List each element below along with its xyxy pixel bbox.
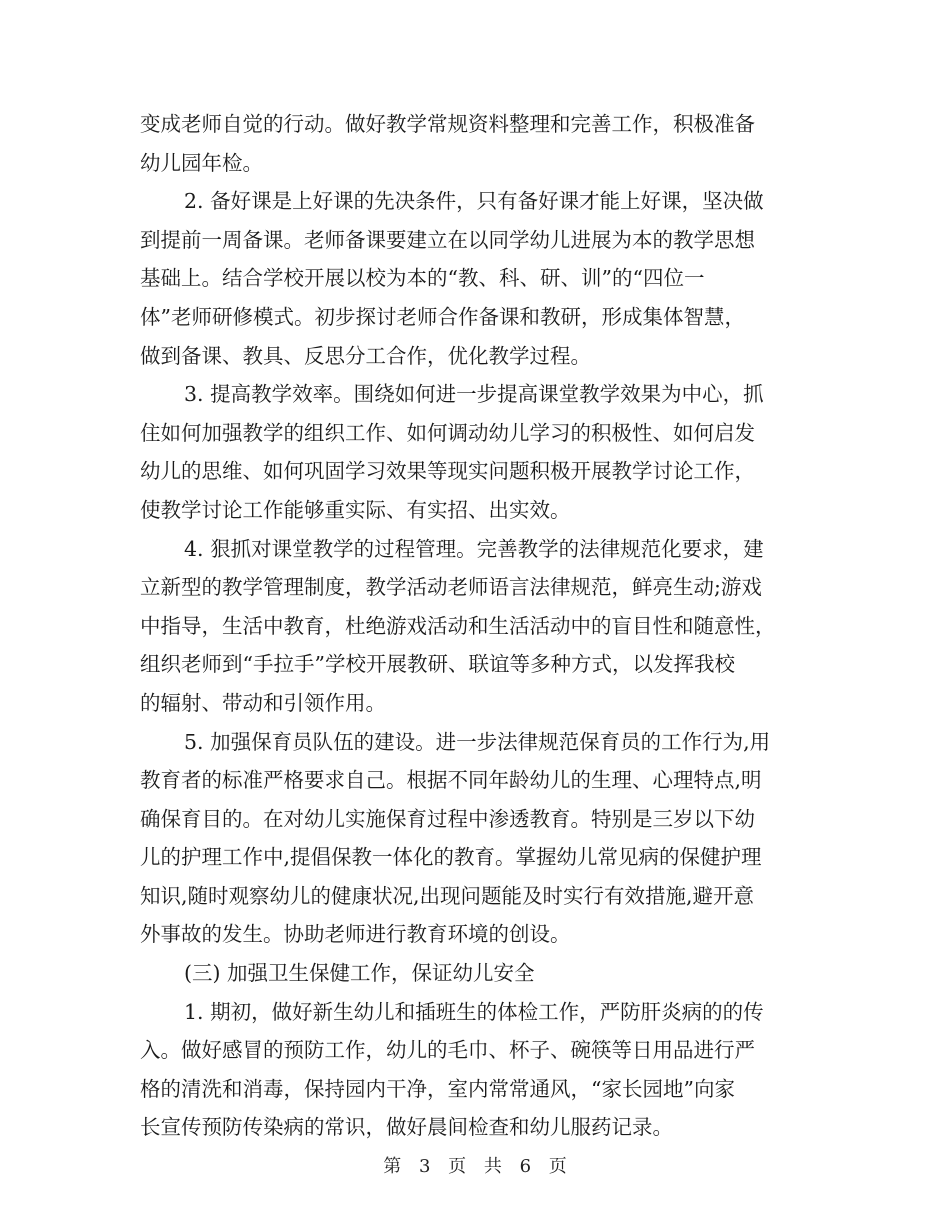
text-line: (三) 加强卫生保健工作，保证幼儿安全 [184,961,535,986]
text-line: 幼儿园年检。 [140,150,263,175]
text-line: 基础上。结合学校开展以校为本的“教、科、研、训”的“四位一 [140,266,705,291]
page-footer [0,1152,950,1178]
text-line: 知识,随时观察幼儿的健康状况,出现问题能及时实行有效措施,避开意 [140,883,755,908]
footer-prefix: 第 [383,1156,402,1177]
text-line: 的辐射、带动和引领作用。 [140,690,386,715]
text-line: 儿的护理工作中,提倡保教一体化的教育。掌握幼儿常见病的保健护理 [140,845,762,870]
text-line: 1. 期初，做好新生幼儿和插班生的体检工作，严防肝炎病的的传 [184,999,764,1024]
total-pages-number: 6 [519,1156,532,1177]
text-line: 4. 狠抓对课堂教学的过程管理。完善教学的法律规范化要求，建 [184,536,764,561]
text-line: 中指导，生活中教育，杜绝游戏活动和生活活动中的盲目性和随意性， [140,613,776,638]
paragraph-intro-continuation [140,105,812,182]
document-body [140,105,812,1147]
paragraph-item-4 [140,530,812,723]
paragraph-item-2 [140,182,812,375]
text-line: 体”老师研修模式。初步探讨老师合作备课和教研，形成集体智慧， [140,304,745,329]
footer-page-end-label: 页 [548,1156,567,1177]
text-line: 格的清洗和消毒，保持园内干净，室内常常通风，“家长园地”向家 [140,1076,735,1101]
text-line: 2. 备好课是上好课的先决条件，只有备好课才能上好课，坚决做 [184,189,764,214]
footer-total-label: 共 [483,1156,502,1177]
text-line: 变成老师自觉的行动。做好教学常规资料整理和完善工作，积极准备 [140,112,755,136]
text-line: 做到备课、教具、反思分工合作，优化教学过程。 [140,343,591,368]
text-line: 3. 提高教学效率。围绕如何进一步提高课堂教学效果为中心，抓 [184,382,764,407]
paragraph-item-5 [140,723,812,955]
text-line: 确保育目的。在对幼儿实施保育过程中渗透教育。特别是三岁以下幼 [140,806,755,831]
text-line: 住如何加强教学的组织工作、如何调动幼儿学习的积极性、如何启发 [140,420,755,445]
text-line: 幼儿的思维、如何巩固学习效果等现实问题积极开展教学讨论工作， [140,459,755,484]
text-line: 入。做好感冒的预防工作，幼儿的毛巾、杯子、碗筷等日用品进行严 [140,1038,755,1063]
text-line: 5. 加强保育员队伍的建设。进一步法律规范保育员的工作行为,用 [184,729,771,754]
text-line: 立新型的教学管理制度，教学活动老师语言法律规范，鲜亮生动;游戏 [140,575,762,600]
text-line: 组织老师到“手拉手”学校开展教研、联谊等多种方式，以发挥我校 [140,652,735,677]
footer-page-label: 页 [448,1156,467,1177]
text-line: 使教学讨论工作能够重实际、有实招、出实效。 [140,497,571,522]
text-line: 到提前一周备课。老师备课要建立在以同学幼儿进展为本的教学思想 [140,227,755,252]
current-page-number: 3 [418,1156,431,1177]
paragraph-section-3-item-1 [140,993,812,1147]
text-line: 教育者的标准严格要求自己。根据不同年龄幼儿的生理、心理特点,明 [140,768,762,793]
section-heading [140,954,812,993]
text-line: 外事故的发生。协助老师进行教育环境的创设。 [140,922,571,947]
paragraph-item-3 [140,375,812,529]
text-line: 长宣传预防传染病的常识，做好晨间检查和幼儿服药记录。 [140,1115,673,1140]
